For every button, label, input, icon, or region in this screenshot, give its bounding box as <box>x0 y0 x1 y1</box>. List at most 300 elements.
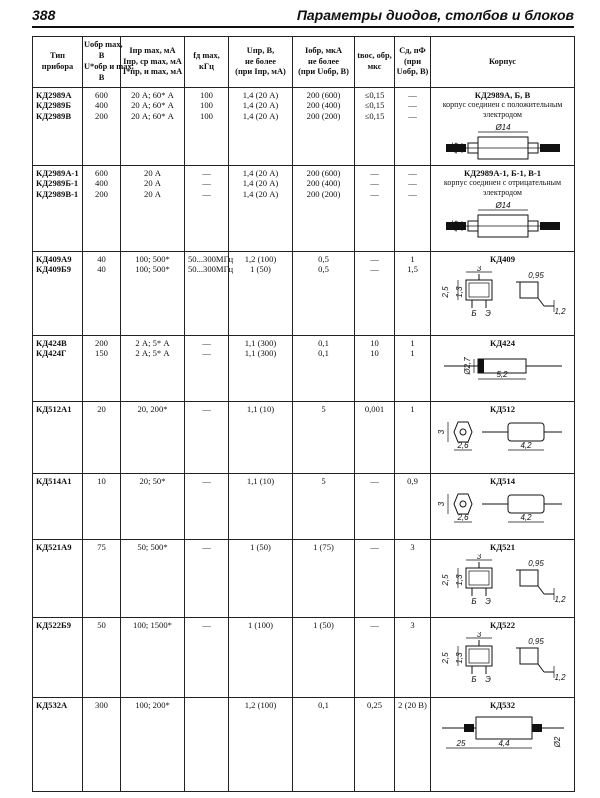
cell-line: 0,25 <box>366 700 383 710</box>
header-line: Uобр, В) <box>396 67 429 77</box>
cell-line: 1 (100) <box>247 620 274 630</box>
capacitance-cell <box>395 618 431 698</box>
forward-current-cell <box>121 336 185 402</box>
pin-label-e: Э <box>484 675 491 685</box>
forward-voltage-cell <box>229 402 293 474</box>
cell-line: 20 А; 60* А <box>131 100 174 111</box>
cell-line: 2 (20 В) <box>398 700 427 710</box>
package-note: корпус соединен с положительным электродом <box>442 100 563 120</box>
dimension-thickness: 1,2 <box>553 595 566 605</box>
cell-line: 0,1 <box>318 338 329 348</box>
cell-line: 50 <box>97 620 106 630</box>
device-type-cell <box>33 474 83 540</box>
header-reverse-voltage <box>83 37 134 88</box>
package-name: КД424 <box>489 338 516 348</box>
cell-line: 50...300МГц <box>188 264 234 275</box>
table-row <box>33 252 575 336</box>
reverse-voltage-cell <box>83 336 121 402</box>
header-line: tвос, обр, <box>357 51 392 61</box>
package-drawing-sot <box>436 554 570 608</box>
cell-line: 3 <box>410 620 415 630</box>
cell-line: 200 <box>95 338 108 348</box>
package-name: КД522 <box>489 620 516 630</box>
dimension-height: 4,5 <box>450 220 460 232</box>
package-drawing-axial <box>438 350 568 386</box>
frequency-cell <box>185 698 229 792</box>
cell-line: 0,5 <box>318 264 329 275</box>
cell-line: 300 <box>95 700 108 710</box>
package-name: КД514 <box>489 476 516 486</box>
cell-line: — <box>202 476 211 486</box>
dimension-body: 1,3 <box>454 574 464 586</box>
cell-line: — <box>202 348 211 359</box>
dimension-thickness: 1,2 <box>553 673 566 683</box>
package-cell <box>431 402 575 474</box>
cell-line: 600 <box>95 90 108 100</box>
package-drawing-sot <box>436 632 570 686</box>
reverse-voltage-cell <box>83 402 121 474</box>
cell-line: 1 (50) <box>313 620 334 630</box>
header-line: (при Uобр, В) <box>298 67 349 77</box>
forward-voltage-cell <box>229 88 293 166</box>
device-type-cell <box>33 402 83 474</box>
device-type-cell <box>33 166 83 252</box>
cell-line: 40 <box>97 254 106 264</box>
dimension-height: 3 <box>436 502 446 507</box>
cell-line: — <box>370 476 379 486</box>
recovery-time-cell <box>355 618 395 698</box>
package-drawing-melf <box>436 712 570 758</box>
header-line: Uпр, В, <box>246 45 275 55</box>
cell-line: 1,2 (100) <box>244 700 277 710</box>
package-name: КД2989А, Б, В <box>474 90 531 100</box>
cell-line: 10 <box>97 476 106 486</box>
cell-line: 1 (50) <box>250 542 271 552</box>
cell-line: КД522Б9 <box>36 620 72 630</box>
pin-label-e: Э <box>484 309 491 319</box>
cell-line: 150 <box>95 348 108 359</box>
package-name: КД2989А-1, Б-1, В-1 <box>463 168 542 178</box>
cell-line: 20 А; 60* А <box>131 110 174 121</box>
cell-line: — <box>370 168 379 178</box>
forward-current-cell <box>121 474 185 540</box>
capacitance-cell <box>395 540 431 618</box>
dimension-height: 3 <box>436 430 446 435</box>
package-cell <box>431 336 575 402</box>
reverse-current-cell <box>293 252 355 336</box>
cell-line: КД424Г <box>36 348 67 359</box>
capacitance-cell <box>395 88 431 166</box>
package-name: КД512 <box>489 404 516 414</box>
package-cell <box>431 698 575 792</box>
cell-line: 1 (50) <box>250 264 271 275</box>
cell-line: 200 (600) <box>306 90 341 100</box>
dimension-diameter: 2,6 <box>456 513 469 523</box>
dimension-diameter: 2,6 <box>456 441 469 451</box>
header-line: (при Iпр, мА) <box>235 67 286 77</box>
header-line: не более <box>245 56 276 66</box>
cell-line: КД424В <box>36 338 67 348</box>
cell-line: 20 А <box>144 178 161 189</box>
dimension-height: 2,5 <box>440 286 450 298</box>
cell-line: 0,1 <box>318 700 329 710</box>
reverse-current-cell <box>293 88 355 166</box>
dimension-diameter: Ø2 <box>552 736 562 748</box>
cell-line: 1 (75) <box>313 542 334 552</box>
cell-line: 0,5 <box>318 254 329 264</box>
cell-line: КД2989В-1 <box>36 188 79 199</box>
recovery-time-cell <box>355 88 395 166</box>
header-type <box>33 37 83 88</box>
cell-line: 20; 50* <box>139 476 166 486</box>
parameters-table <box>32 36 575 792</box>
table-row <box>33 88 575 166</box>
reverse-voltage-cell <box>83 618 121 698</box>
dimension-width: 3 <box>476 266 481 274</box>
cell-line: 20 А <box>144 168 161 178</box>
frequency-cell <box>185 540 229 618</box>
cell-line: 1,1 (300) <box>244 348 277 359</box>
table-row <box>33 402 575 474</box>
cell-line: КД512А1 <box>36 404 72 414</box>
header-line: Cд, пФ <box>399 45 426 55</box>
forward-voltage-cell <box>229 474 293 540</box>
cell-line: 1,1 (10) <box>246 404 275 414</box>
device-type-cell <box>33 698 83 792</box>
forward-voltage-cell <box>229 336 293 402</box>
dimension-height: 2,5 <box>440 574 450 586</box>
cell-line: — <box>202 542 211 552</box>
dimension-body-length: 4,4 <box>497 739 510 749</box>
cell-line: 2 А; 5* А <box>135 338 170 348</box>
cell-line: — <box>408 110 417 121</box>
recovery-time-cell <box>355 474 395 540</box>
cell-line: 3 <box>410 542 415 552</box>
dimension-thickness: 1,2 <box>553 307 566 317</box>
cell-line: КД2989Б-1 <box>36 178 79 189</box>
page-title: Параметры диодов, столбов и блоков <box>296 7 574 23</box>
reverse-current-cell <box>293 698 355 792</box>
forward-voltage-cell <box>229 698 293 792</box>
capacitance-cell <box>395 474 431 540</box>
header-line: мкс <box>367 62 382 71</box>
cell-line: КД2989А <box>36 90 72 100</box>
cell-line: 1 <box>410 348 415 359</box>
cell-line: 200 <box>95 188 108 199</box>
package-drawing-stud <box>438 200 568 240</box>
package-drawing-sot <box>436 266 570 320</box>
dimension-body: 1,3 <box>454 286 464 298</box>
dimension-lead: 0,95 <box>527 271 544 281</box>
cell-line: 1,4 (20 А) <box>242 110 279 121</box>
cell-line: 1,4 (20 А) <box>242 178 279 189</box>
reverse-current-cell <box>293 402 355 474</box>
forward-voltage-cell <box>229 252 293 336</box>
dimension-length: 5,2 <box>495 370 508 380</box>
cell-line: КД409Б9 <box>36 264 72 275</box>
cell-line: КД532А <box>36 700 68 710</box>
cell-line: 5 <box>321 404 326 414</box>
header-line: Iобр, мкА <box>304 45 343 55</box>
cell-line: 75 <box>97 542 106 552</box>
cell-line: КД409А9 <box>36 254 72 264</box>
frequency-cell <box>185 402 229 474</box>
forward-voltage-cell <box>229 618 293 698</box>
cell-line: 400 <box>95 178 108 189</box>
header-line: Iпр, ср max, мА <box>123 56 182 66</box>
cell-line: 200 (200) <box>306 188 341 199</box>
forward-current-cell <box>121 540 185 618</box>
cell-line: 2 А; 5* А <box>135 348 170 359</box>
cell-line: 100; 500* <box>135 264 170 275</box>
reverse-current-cell <box>293 474 355 540</box>
reverse-voltage-cell <box>83 540 121 618</box>
cell-line: КД2989В <box>36 110 72 121</box>
package-cell <box>431 88 575 166</box>
header-line: прибора <box>41 62 74 71</box>
pin-label-b: Б <box>470 675 477 685</box>
header-line: fд max, <box>193 51 220 61</box>
dimension-height: 4,5 <box>450 142 460 154</box>
cell-line: 1,4 (20 А) <box>242 188 279 199</box>
frequency-cell <box>185 88 229 166</box>
cell-line: — <box>202 338 211 348</box>
capacitance-cell <box>395 698 431 792</box>
cell-line: — <box>202 404 211 414</box>
cell-line: 100 <box>200 110 213 121</box>
reverse-current-cell <box>293 336 355 402</box>
cell-line: 100; 1500* <box>133 620 172 630</box>
recovery-time-cell <box>355 402 395 474</box>
table-row <box>33 474 575 540</box>
cell-line: 100; 500* <box>135 254 170 264</box>
cell-line: 100; 200* <box>135 700 170 710</box>
table-row <box>33 698 575 792</box>
cell-line: 200 (200) <box>306 110 341 121</box>
cell-line: 200 (600) <box>306 168 341 178</box>
cell-line: — <box>370 254 379 264</box>
reverse-current-cell <box>293 618 355 698</box>
forward-current-cell <box>121 618 185 698</box>
cell-line: 50; 500* <box>137 542 168 552</box>
cell-line: КД2989А-1 <box>36 168 79 178</box>
reverse-voltage-cell <box>83 252 121 336</box>
table-row <box>33 166 575 252</box>
cell-line: 1,4 (20 А) <box>242 90 279 100</box>
cell-line: 40 <box>97 264 106 275</box>
cell-line: ≤0,15 <box>364 90 385 100</box>
recovery-time-cell <box>355 166 395 252</box>
page-header <box>32 6 574 28</box>
reverse-voltage-cell <box>83 166 121 252</box>
recovery-time-cell <box>355 698 395 792</box>
cell-line: — <box>370 264 379 275</box>
package-cell <box>431 618 575 698</box>
cell-line: 600 <box>95 168 108 178</box>
package-cell <box>431 540 575 618</box>
header-line: (при <box>403 56 422 66</box>
forward-voltage-cell <box>229 540 293 618</box>
capacitance-cell <box>395 402 431 474</box>
cell-line: 1,1 (300) <box>244 338 277 348</box>
reverse-voltage-cell <box>83 698 121 792</box>
cell-line: 50...300МГц <box>188 254 234 264</box>
device-type-cell <box>33 88 83 166</box>
cell-line: ≤0,15 <box>364 100 385 111</box>
table-row <box>33 618 575 698</box>
frequency-cell <box>185 252 234 336</box>
table-row <box>33 540 575 618</box>
header-forward-current <box>121 37 185 88</box>
cell-line: 0,9 <box>407 476 418 486</box>
cell-line: — <box>202 168 211 178</box>
cell-line: 200 (400) <box>306 178 341 189</box>
cell-line: 1 <box>410 404 415 414</box>
forward-current-cell <box>121 88 185 166</box>
cell-line: 1,1 (10) <box>246 476 275 486</box>
package-name: КД409 <box>489 254 516 264</box>
cell-line: КД521А9 <box>36 542 72 552</box>
header-line: Uобр max, <box>84 40 123 50</box>
package-name: КД532 <box>489 700 516 710</box>
cell-line: КД2989Б <box>36 100 72 111</box>
page-number: 388 <box>32 7 56 23</box>
package-drawing-chip <box>436 416 570 460</box>
dimension-length: 4,2 <box>519 513 532 523</box>
device-type-cell <box>33 540 83 618</box>
dimension-width: 3 <box>476 632 481 640</box>
cell-line: — <box>370 620 379 630</box>
header-line: U*обр и max, <box>84 62 134 71</box>
cell-line: — <box>408 100 417 111</box>
dimension-height: 2,5 <box>440 652 450 664</box>
header-line: Тип <box>49 51 66 61</box>
table-body <box>33 88 575 792</box>
cell-line: 0,001 <box>364 404 385 414</box>
reverse-voltage-cell <box>83 474 121 540</box>
table-row <box>33 336 575 402</box>
cell-line: 0,1 <box>318 348 329 359</box>
recovery-time-cell <box>355 336 395 402</box>
cell-line: 1,4 (20 А) <box>242 168 279 178</box>
cell-line: 20 <box>97 404 106 414</box>
device-type-cell <box>33 336 83 402</box>
cell-line: — <box>202 188 211 199</box>
dimension-lead: 0,95 <box>527 559 544 569</box>
reverse-current-cell <box>293 166 355 252</box>
header-line: В <box>98 51 105 61</box>
dimension-diameter: Ø2,7 <box>462 357 472 375</box>
header-line: кГц <box>199 62 214 71</box>
reverse-current-cell <box>293 540 355 618</box>
cell-line: — <box>202 178 211 189</box>
dimension-diameter: Ø14 <box>494 201 511 211</box>
forward-voltage-cell <box>229 166 293 252</box>
forward-current-cell <box>121 252 185 336</box>
package-name: КД521 <box>489 542 516 552</box>
cell-line: 20, 200* <box>137 404 168 414</box>
cell-line: 20 А; 60* А <box>131 90 174 100</box>
header-line: I*пр, и max, мА <box>122 67 183 77</box>
cell-line: 100 <box>200 100 213 111</box>
cell-line: 1,2 (100) <box>244 254 277 264</box>
cell-line: 200 <box>95 110 108 121</box>
device-type-cell <box>33 618 83 698</box>
capacitance-cell <box>395 336 431 402</box>
package-cell <box>431 252 575 336</box>
dimension-body: 1,3 <box>454 652 464 664</box>
cell-line: — <box>370 542 379 552</box>
frequency-cell <box>185 618 229 698</box>
cell-line: 1,4 (20 А) <box>242 100 279 111</box>
dimension-length: 4,2 <box>519 441 532 451</box>
header-frequency <box>185 37 229 88</box>
cell-line: — <box>370 178 379 189</box>
cell-line: 10 <box>370 338 379 348</box>
dimension-diameter: Ø14 <box>494 123 511 133</box>
cell-line: 1 <box>410 338 415 348</box>
package-drawing-chip <box>436 488 570 532</box>
cell-line: ≤0,15 <box>364 110 385 121</box>
cell-line: 200 (400) <box>306 100 341 111</box>
forward-current-cell <box>121 402 185 474</box>
package-cell <box>431 166 575 252</box>
forward-current-cell <box>121 166 185 252</box>
cell-line: КД514А1 <box>36 476 72 486</box>
cell-line: — <box>408 90 417 100</box>
pin-label-e: Э <box>484 597 491 607</box>
cell-line: — <box>370 188 379 199</box>
dimension-lead-length: 25 <box>456 739 465 749</box>
header-reverse-current <box>293 37 355 88</box>
reverse-voltage-cell <box>83 88 121 166</box>
frequency-cell <box>185 166 229 252</box>
capacitance-cell <box>395 166 431 252</box>
cell-line: 5 <box>321 476 326 486</box>
cell-line: — <box>408 178 417 189</box>
package-drawing-stud <box>438 122 568 162</box>
package-note: корпус соединен с отрицательным электродом <box>443 178 562 198</box>
table-header-row <box>33 37 575 88</box>
header-line: Iпр max, мА <box>129 45 176 55</box>
header-line: Корпус <box>489 56 516 66</box>
capacitance-cell <box>395 252 431 336</box>
device-type-cell <box>33 252 83 336</box>
cell-line: 400 <box>95 100 108 111</box>
header-line: В <box>98 72 105 82</box>
recovery-time-cell <box>355 252 395 336</box>
cell-line: 20 А <box>144 188 161 199</box>
dimension-width: 3 <box>476 554 481 562</box>
frequency-cell <box>185 336 229 402</box>
cell-line: 100 <box>200 90 213 100</box>
header-forward-voltage <box>229 37 293 88</box>
header-capacitance <box>395 37 431 88</box>
forward-current-cell <box>121 698 185 792</box>
header-recovery-time <box>355 37 395 88</box>
cell-line: 10 <box>370 348 379 359</box>
package-cell <box>431 474 575 540</box>
dimension-lead: 0,95 <box>527 637 544 647</box>
cell-line: 1 <box>410 254 415 264</box>
pin-label-b: Б <box>470 309 477 319</box>
header-line: не более <box>308 56 339 66</box>
frequency-cell <box>185 474 229 540</box>
header-package <box>431 37 575 88</box>
cell-line: — <box>408 168 417 178</box>
cell-line: 1,5 <box>407 264 418 275</box>
recovery-time-cell <box>355 540 395 618</box>
